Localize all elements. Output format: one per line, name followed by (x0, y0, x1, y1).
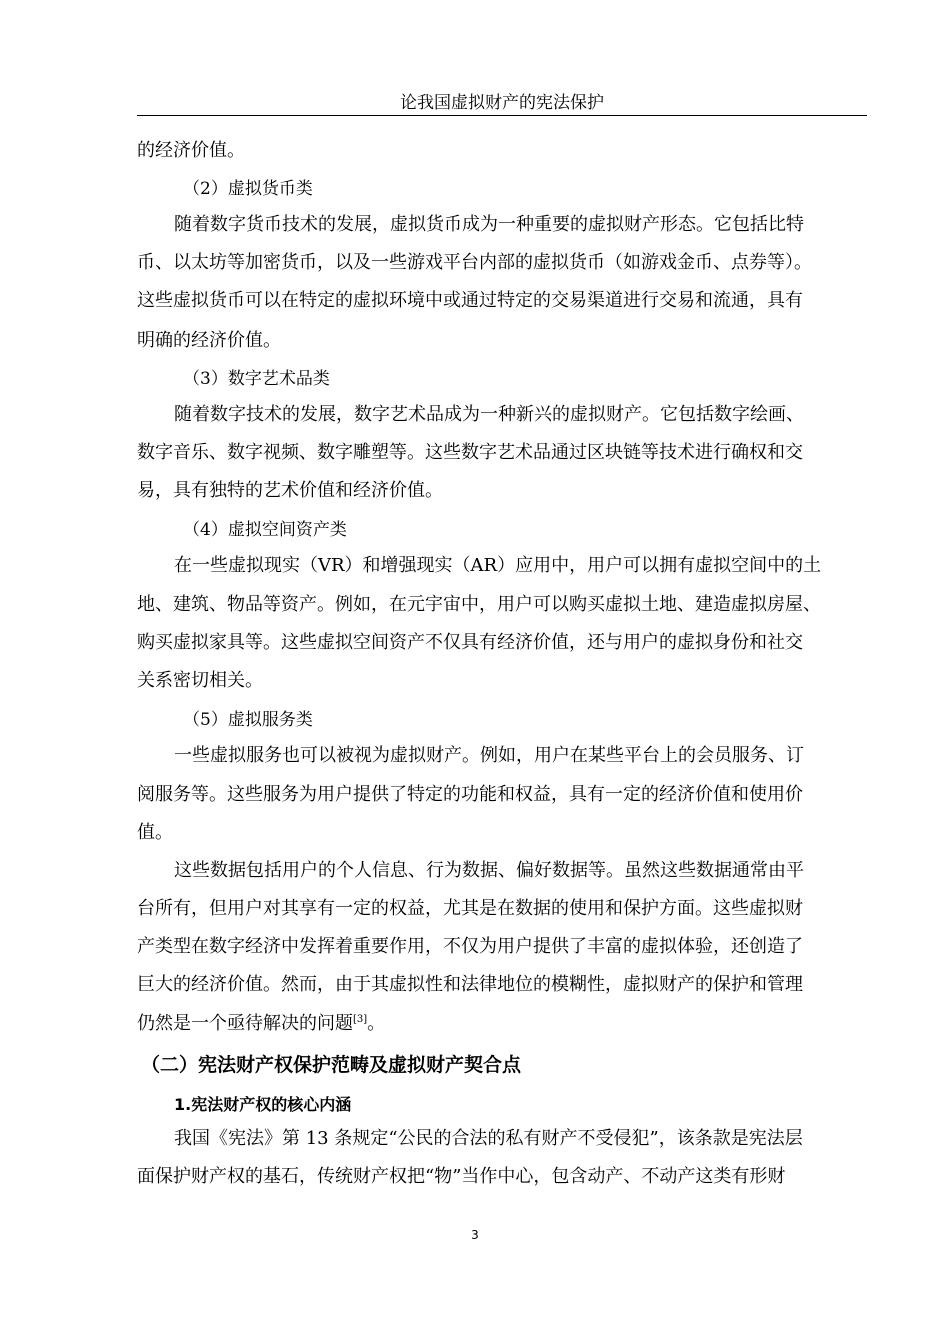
paragraph-line: 巨大的经济价值。然而，由于其虚拟性和法律地位的模糊性，虚拟财产的保护和管理 (137, 974, 803, 995)
paragraph-line: 明确的经济价值。 (137, 330, 281, 351)
subheading-virtual-space: （4）虚拟空间资产类 (183, 520, 347, 540)
paragraph-line: 一些虚拟服务也可以被视为虚拟财产。例如，用户在某些平台上的会员服务、订 (174, 745, 804, 766)
paragraph-line: 产类型在数字经济中发挥着重要作用，不仅为用户提供了丰富的虚拟体验，还创造了 (137, 936, 803, 957)
citation-reference: [3] (353, 1014, 368, 1025)
paragraph-line: 阅服务等。这些服务为用户提供了特定的功能和权益，具有一定的经济价值和使用价 (137, 784, 803, 805)
paragraph-line: 易，具有独特的艺术价值和经济价值。 (137, 480, 443, 501)
page-header-title: 论我国虚拟财产的宪法保护 (400, 93, 604, 113)
paragraph-line: 这些数据包括用户的个人信息、行为数据、偏好数据等。虽然这些数据通常由平 (174, 860, 804, 881)
subheading-virtual-service: （5）虚拟服务类 (183, 710, 313, 730)
paragraph-line: 数字音乐、数字视频、数字雕塑等。这些数字艺术品通过区块链等技术进行确权和交 (137, 442, 803, 463)
page-header-rule (137, 115, 867, 116)
paragraph-line: 随着数字货币技术的发展，虚拟货币成为一种重要的虚拟财产形态。它包括比特 (174, 214, 804, 235)
paragraph-line: 值。 (137, 822, 173, 843)
paragraph-line: 台所有，但用户对其享有一定的权益，尤其是在数据的使用和保护方面。这些虚拟财 (137, 898, 803, 919)
subsection-heading: 1.宪法财产权的核心内涵 (174, 1095, 352, 1114)
paragraph-line: 地、建筑、物品等资产。例如，在元宇宙中，用户可以购买虚拟土地、建造虚拟房屋、 (137, 594, 821, 615)
paragraph-line: 我国《宪法》第 13 条规定“公民的合法的私有财产不受侵犯”，该条款是宪法层 (174, 1128, 803, 1149)
paragraph-line: 的经济价值。 (137, 140, 245, 161)
paragraph-line: 币、以太坊等加密货币，以及一些游戏平台内部的虚拟货币（如游戏金币、点券等）。 (137, 252, 812, 273)
paragraph-text-end: 。 (367, 1013, 386, 1034)
paragraph-line: 购买虚拟家具等。这些虚拟空间资产不仅具有经济价值，还与用户的虚拟身份和社交 (137, 632, 803, 653)
paragraph-line: 在一些虚拟现实（VR）和增强现实（AR）应用中，用户可以拥有虚拟空间中的土 (174, 555, 822, 576)
section-heading: （二）宪法财产权保护范畴及虚拟财产契合点 (141, 1054, 522, 1076)
paragraph-line (137, 1012, 385, 1036)
subheading-digital-art: （3）数字艺术品类 (183, 369, 330, 389)
paragraph-line: 面保护财产权的基石，传统财产权把“物”当作中心，包含动产、不动产这类有形财 (137, 1166, 786, 1187)
paragraph-text: 仍然是一个亟待解决的问题 (137, 1013, 353, 1034)
paragraph-line: 这些虚拟货币可以在特定的虚拟环境中或通过特定的交易渠道进行交易和流通，具有 (137, 290, 803, 311)
page-number: 3 (471, 1228, 479, 1242)
paragraph-line: 关系密切相关。 (137, 670, 263, 691)
paragraph-line: 随着数字技术的发展，数字艺术品成为一种新兴的虚拟财产。它包括数字绘画、 (174, 404, 804, 425)
subheading-virtual-currency: （2）虚拟货币类 (183, 179, 313, 199)
